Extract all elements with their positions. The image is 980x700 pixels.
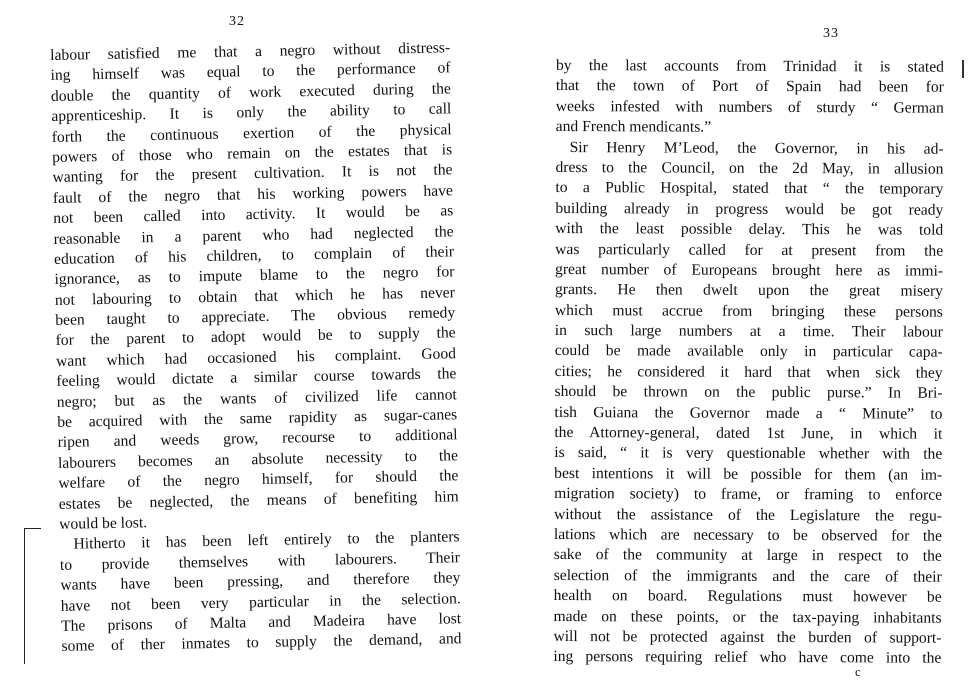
- text-line: to provide themselves with labourers. Their: [59, 548, 461, 574]
- text-line: ignorance, as to impute blame to the negro for: [54, 263, 455, 289]
- text-line: want which had occasioned his complaint. Good: [55, 345, 457, 370]
- text-line: weeks infested with numbers of sturdy “ German: [555, 97, 944, 117]
- text-line: powers of those who remain on the estates that is: [51, 141, 453, 166]
- text-line: the Attorney-general, dated 1st June, in which it: [554, 424, 943, 443]
- text-line: have not been very particular in the selection.: [60, 589, 461, 615]
- text-line: labour satisfied me that a negro without distress-: [50, 39, 451, 64]
- text-line: grants. He then dwelt upon the great misery: [554, 281, 944, 300]
- page-number: 33: [823, 26, 839, 41]
- text-line: which must accrue from bringing these persons: [554, 301, 943, 321]
- text-line: not been called into activity. It would be as: [53, 202, 454, 228]
- text-line: to a Public Hospital, stated that “ the temporary: [555, 179, 944, 199]
- page-number: 32: [229, 14, 245, 29]
- text-line: by the last accounts from Trinidad it is stated: [555, 56, 944, 76]
- margin-bracket-mark: [24, 528, 41, 664]
- text-line: health on board. Regulations must however be: [553, 587, 942, 606]
- text-line: sake of the community at large in respect to the: [553, 546, 942, 566]
- text-line: is said, “ it is very questionable whether with the: [554, 444, 943, 464]
- text-line: best intentions it will be possible for them (an im-: [554, 464, 943, 484]
- text-line: without the assistance of the Legislature the regu-: [553, 505, 943, 525]
- text-line: welfare of the negro himself, for should the: [58, 467, 459, 493]
- text-line: selection of the immigrants and the care of their: [553, 566, 942, 586]
- text-line: should be thrown on the public purse.” In Bri-: [554, 383, 943, 402]
- text-line: dress to the Council, on the 2d May, in allusion: [555, 158, 944, 178]
- text-line: estates be neglected, the means of benefiting him: [58, 487, 459, 513]
- text-line: Sir Henry M’Leod, the Governor, in his ad-: [569, 138, 944, 158]
- text-line: forth the continuous exertion of the physical: [51, 120, 452, 146]
- signature-mark: c: [855, 664, 861, 679]
- text-line: negro; but as the wants of civilized life cannot: [56, 385, 457, 411]
- text-line: education of his children, to complain of their: [53, 243, 455, 268]
- text-line: not labouring to obtain that which he has never: [54, 283, 455, 309]
- text-line: some of ther inmates to supply the demand, and: [61, 630, 462, 656]
- text-line: cities; he considered it hard that when sick they: [554, 362, 943, 382]
- text-line: be acquired with the same rapidity as sugar-canes: [57, 406, 458, 431]
- page-edge-mark: [962, 60, 964, 78]
- text-line: and French mendicants.”: [555, 118, 712, 136]
- text-line: lations which are necessary to be observed for the: [553, 525, 942, 545]
- text-line: made on these points, or the tax-paying inhabitants: [553, 607, 942, 627]
- text-line: feeling would dictate a similar course towards the: [56, 365, 457, 391]
- text-line: double the quantity of work executed during the: [50, 80, 452, 105]
- text-line: could be made available only in particular capa-: [554, 342, 943, 362]
- right-page: [490, 0, 980, 700]
- text-line: apprenticeship. It is only the ability to call: [51, 100, 452, 126]
- text-line: that the town of Port of Spain had been for: [555, 77, 944, 97]
- text-line: was particularly called for at present from the: [555, 240, 944, 260]
- text-line: for the parent to adopt would be to supply the: [55, 324, 456, 350]
- text-line: Hitherto it has been left entirely to the planters: [73, 528, 460, 554]
- text-line: tish Guiana the Governor made a “ Minute” to: [554, 403, 943, 423]
- text-line: in such large numbers at a time. Their labour: [554, 322, 943, 341]
- text-line: The prisons of Malta and Madeira have lost: [60, 610, 462, 635]
- text-line: reasonable in a parent who had neglected the: [53, 222, 454, 248]
- text-line: migration society) to frame, or framing to enforce: [554, 485, 943, 504]
- text-line: ing persons requiring relief who have come into the: [553, 648, 942, 668]
- text-line: labourers becomes an absolute necessity to the: [57, 447, 459, 472]
- text-line: with the least possible delay. This he was told: [555, 220, 944, 239]
- text-line: wanting for the present cultivation. It is not the: [52, 161, 453, 187]
- text-line: fault of the negro that his working powers have: [52, 182, 454, 207]
- text-line: ripen and weeds grow, recourse to additional: [57, 426, 458, 452]
- text-line: been taught to appreciate. The obvious remedy: [55, 304, 456, 330]
- text-line: great number of Europeans brought here as immi-: [555, 260, 944, 280]
- text-line: wants have been pressing, and therefore they: [60, 569, 461, 595]
- text-line: building already in progress would be got ready: [555, 199, 944, 219]
- text-line: will not be protected against the burden of support-: [553, 627, 942, 647]
- page-text: [50, 38, 462, 657]
- text-line: would be lost.: [59, 514, 148, 533]
- text-line: ing himself was equal to the performance of: [50, 59, 451, 85]
- page-text: [553, 56, 944, 669]
